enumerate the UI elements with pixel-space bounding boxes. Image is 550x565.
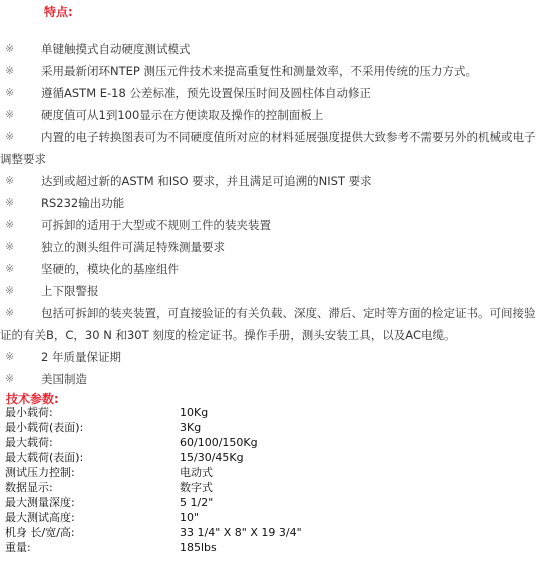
spec-value: 电动式: [180, 466, 213, 479]
spec-label: 数据显示:: [5, 481, 53, 494]
feature-item: [0, 346, 550, 368]
bullet-icon: ※: [5, 86, 15, 99]
feature-item: [0, 214, 550, 236]
bullet-icon: ※: [5, 240, 15, 253]
spec-row: [5, 540, 302, 555]
feature-list: [0, 38, 550, 390]
spec-value: 15/30/45Kg: [180, 451, 244, 464]
feature-text: 遵循ASTM E-18 公差标准，预先设置保压时间及圆柱体自动修正: [41, 86, 371, 100]
spec-label: 最大载荷:: [5, 436, 53, 449]
spec-row: [5, 495, 302, 510]
feature-text: 坚硬的，模块化的基座组件: [41, 262, 179, 276]
spec-label: 最大载荷(表面):: [5, 451, 84, 464]
spec-label: 测试压力控制:: [5, 466, 75, 479]
feature-item: [0, 126, 550, 170]
spec-row: [5, 420, 302, 435]
spec-row: [5, 465, 302, 480]
spec-label: 最大测量深度:: [5, 496, 75, 509]
feature-text: 硬度值可从1到100显示在方便读取及操作的控制面板上: [41, 108, 324, 122]
bullet-icon: ※: [5, 306, 15, 319]
feature-text: 内置的电子转换图表可为不同硬度值所对应的材料延展强度提供大致参考不需要另外的机械或电子调整要求: [0, 130, 536, 166]
specs-title: 技术参数:: [6, 392, 59, 406]
spec-label: 重量:: [5, 541, 31, 554]
feature-item: [0, 280, 550, 302]
feature-item: [0, 170, 550, 192]
bullet-icon: ※: [5, 174, 15, 187]
spec-row: [5, 525, 302, 540]
feature-text: 可拆卸的适用于大型或不规则工件的装夹装置: [41, 218, 271, 232]
spec-value: 185lbs: [180, 541, 217, 554]
spec-row: [5, 480, 302, 495]
spec-table: [5, 405, 302, 555]
feature-text: 达到或超过新的ASTM 和ISO 要求，并且满足可追溯的NIST 要求: [41, 174, 372, 188]
feature-text: 单键触摸式自动硬度测试模式: [41, 42, 191, 56]
feature-text: RS232输出功能: [41, 196, 125, 210]
feature-text: 独立的测头组件可满足特殊测量要求: [41, 240, 225, 254]
bullet-icon: ※: [5, 108, 15, 121]
bullet-icon: ※: [5, 196, 15, 209]
spec-label: 最小载荷(表面):: [5, 421, 84, 434]
bullet-icon: ※: [5, 350, 15, 363]
spec-label: 机身 长/宽/高:: [5, 526, 75, 539]
feature-text: 包括可拆卸的装夹装置，可直接验证的有关负载、深度、滞后、定时等方面的检定证书。可间接验证的有关B，C，30 N 和30T 刻度的检定证书。操作手册，测头安装工具，以及AC电缆。: [0, 306, 536, 342]
feature-text: 采用最新闭环NTEP 测压元件技术来提高重复性和测量效率，不采用传统的压力方式。: [41, 64, 477, 78]
spec-value: 33 1/4" X 8" X 19 3/4": [180, 526, 302, 539]
spec-value: 10Kg: [180, 406, 209, 419]
spec-row: [5, 405, 302, 420]
spec-value: 10": [180, 511, 200, 524]
bullet-icon: ※: [5, 284, 15, 297]
bullet-icon: ※: [5, 372, 15, 385]
feature-item: [0, 236, 550, 258]
features-title: 特点:: [44, 5, 73, 19]
feature-item: [0, 60, 550, 82]
spec-label: 最小载荷:: [5, 406, 53, 419]
feature-item: [0, 302, 550, 346]
feature-item: [0, 104, 550, 126]
feature-text: 上下限警报: [41, 284, 99, 298]
spec-value: 5 1/2": [180, 496, 214, 509]
feature-item: [0, 258, 550, 280]
feature-item: [0, 38, 550, 60]
bullet-icon: ※: [5, 262, 15, 275]
bullet-icon: ※: [5, 64, 15, 77]
spec-value: 3Kg: [180, 421, 202, 434]
feature-item: [0, 368, 550, 390]
spec-row: [5, 450, 302, 465]
spec-value: 60/100/150Kg: [180, 436, 258, 449]
feature-item: [0, 82, 550, 104]
bullet-icon: ※: [5, 42, 15, 55]
feature-text: 2 年质量保证期: [41, 350, 121, 364]
feature-text: 美国制造: [41, 372, 87, 386]
spec-label: 最大测试高度:: [5, 511, 75, 524]
feature-item: [0, 192, 550, 214]
bullet-icon: ※: [5, 130, 15, 143]
spec-row: [5, 435, 302, 450]
spec-row: [5, 510, 302, 525]
bullet-icon: ※: [5, 218, 15, 231]
spec-value: 数字式: [180, 481, 213, 494]
